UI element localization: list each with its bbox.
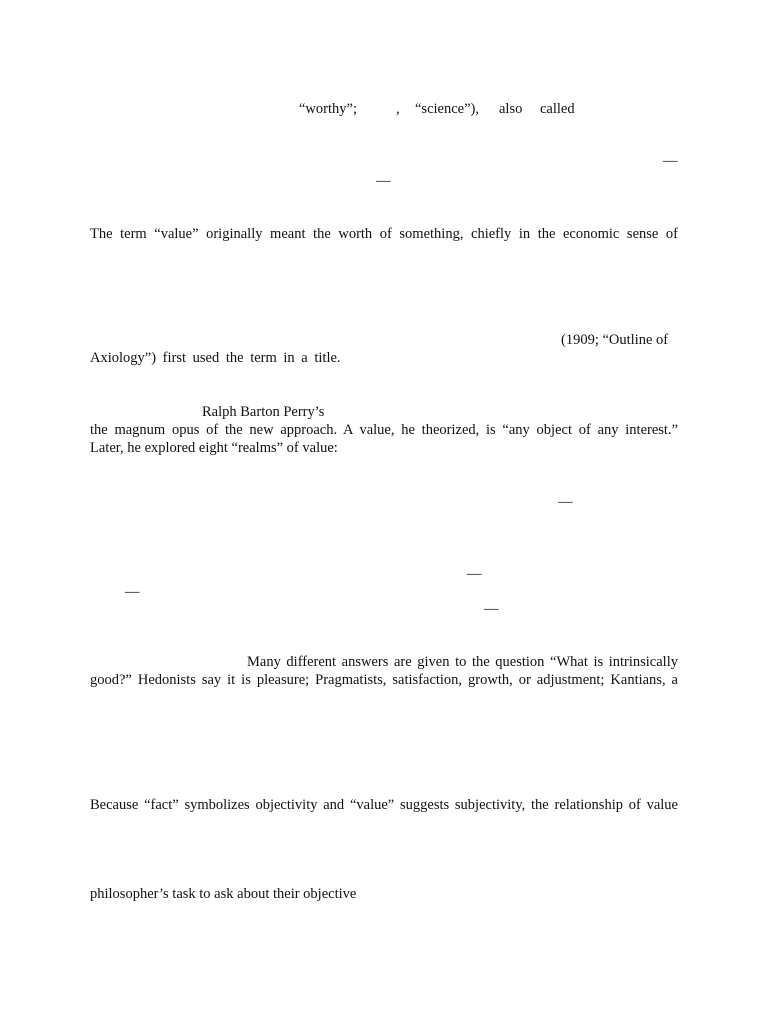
fragment-worthy: “worthy”;: [299, 101, 357, 117]
paragraph-line-magnum-opus: the magnum opus of the new approach. A value, he theorized, is “any object of any interest.”: [90, 422, 678, 438]
paragraph-line-fact-value: Because “fact” symbolizes objectivity and “value” suggests subjectivity, the relationship of value: [90, 797, 678, 813]
fragment-comma: ,: [396, 101, 400, 117]
paragraph-line-intrinsically-good: Many different answers are given to the question “What is intrinsically: [247, 654, 678, 670]
em-dash: —: [125, 584, 140, 600]
paragraph-line-value-meaning: The term “value” originally meant the worth of something, chiefly in the economic sense of: [90, 226, 678, 242]
paragraph-line-hedonists: good?” Hedonists say it is pleasure; Pragmatists, satisfaction, growth, or adjustment; Kantians, a: [90, 672, 678, 688]
paragraph-line-axiology-title: Axiology”) first used the term in a title.: [90, 350, 341, 366]
fragment-also: also: [499, 101, 523, 117]
paragraph-line-philosopher-task: philosopher’s task to ask about their objective: [90, 886, 357, 902]
em-dash: —: [467, 566, 482, 582]
fragment-perry: Ralph Barton Perry’s: [202, 404, 325, 420]
em-dash: —: [558, 494, 573, 510]
em-dash: —: [484, 601, 499, 617]
fragment-called: called: [540, 101, 575, 117]
em-dash: —: [376, 173, 391, 189]
fragment-science: “science”),: [415, 101, 479, 117]
paragraph-line-eight-realms: Later, he explored eight “realms” of value:: [90, 440, 338, 456]
fragment-outline-date: (1909; “Outline of: [561, 332, 669, 348]
em-dash: —: [663, 153, 678, 169]
